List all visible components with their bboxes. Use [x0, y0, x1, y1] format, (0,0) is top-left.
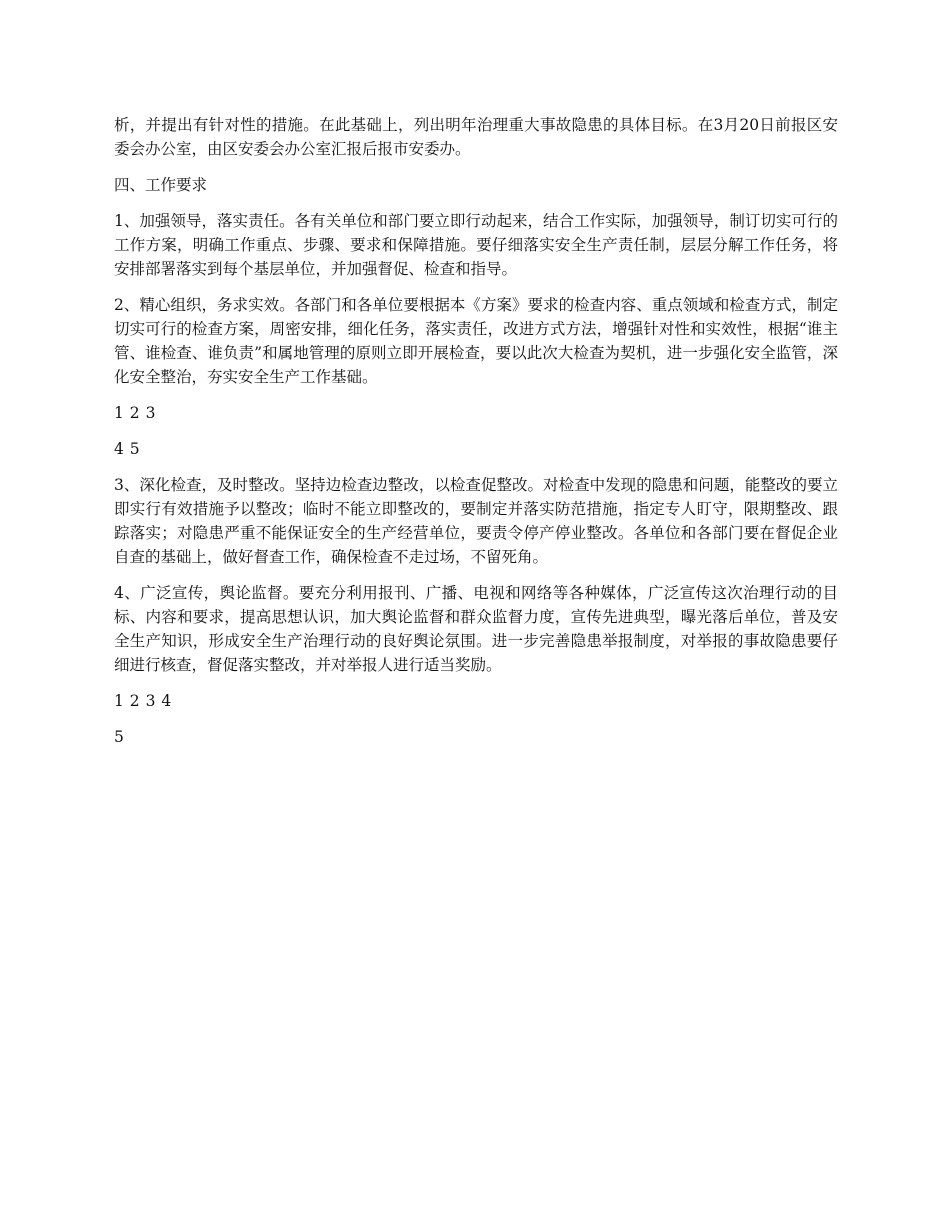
section-heading: 四、工作要求 — [114, 176, 208, 194]
requirement-item-2: 2、精心组织，务求实效。各部门和各单位要根据本《方案》要求的检查内容、重点领域和检查方式，制定切实可行的检查方案，周密安排，细化任务，落实责任，改进方式方法，增强针对性和实效性，根据“谁主管、谁检查、谁负责”和属地管理的原则立即开展检查，要以此次大检查为契机，进一步强化安全监管，深化安全整治，夯实安全生产工作基础。 — [114, 296, 838, 386]
page-marker-row-2a: 1 2 3 4 — [114, 692, 172, 710]
page-marker-row-2b: 5 — [114, 728, 125, 746]
requirement-item-1: 1、加强领导，落实责任。各有关单位和部门要立即行动起来，结合工作实际，加强领导，制订切实可行的工作方案，明确工作重点、步骤、要求和保障措施。要仔细落实安全生产责任制，层层分解工作任务，将安排部署落实到每个基层单位，并加强督促、检查和指导。 — [114, 212, 838, 278]
requirement-item-3: 3、深化检查，及时整改。坚持边检查边整改，以检查促整改。对检查中发现的隐患和问题，能整改的要立即实行有效措施予以整改；临时不能立即整改的，要制定并落实防范措施，指定专人盯守，限期整改、跟踪落实；对隐患严重不能保证安全的生产经营单位，要责令停产停业整改。各单位和各部门要在督促企业自查的基础上，做好督查工作，确保检查不走过场，不留死角。 — [114, 476, 838, 566]
page-marker-row-1a: 1 2 3 — [114, 404, 156, 422]
document-page — [114, 113, 838, 761]
page-marker-row-1b: 4 5 — [114, 440, 141, 458]
requirement-item-4: 4、广泛宣传，舆论监督。要充分利用报刊、广播、电视和网络等各种媒体，广泛宣传这次治理行动的目标、内容和要求，提高思想认识，加大舆论监督和群众监督力度，宣传先进典型，曝光落后单位，普及安全生产知识，形成安全生产治理行动的良好舆论氛围。进一步完善隐患举报制度，对举报的事故隐患要仔细进行核查，督促落实整改，并对举报人进行适当奖励。 — [114, 584, 838, 674]
intro-paragraph: 析，并提出有针对性的措施。在此基础上，列出明年治理重大事故隐患的具体目标。在3月20日前报区安委会办公室，由区安委会办公室汇报后报市安委办。 — [114, 116, 838, 158]
